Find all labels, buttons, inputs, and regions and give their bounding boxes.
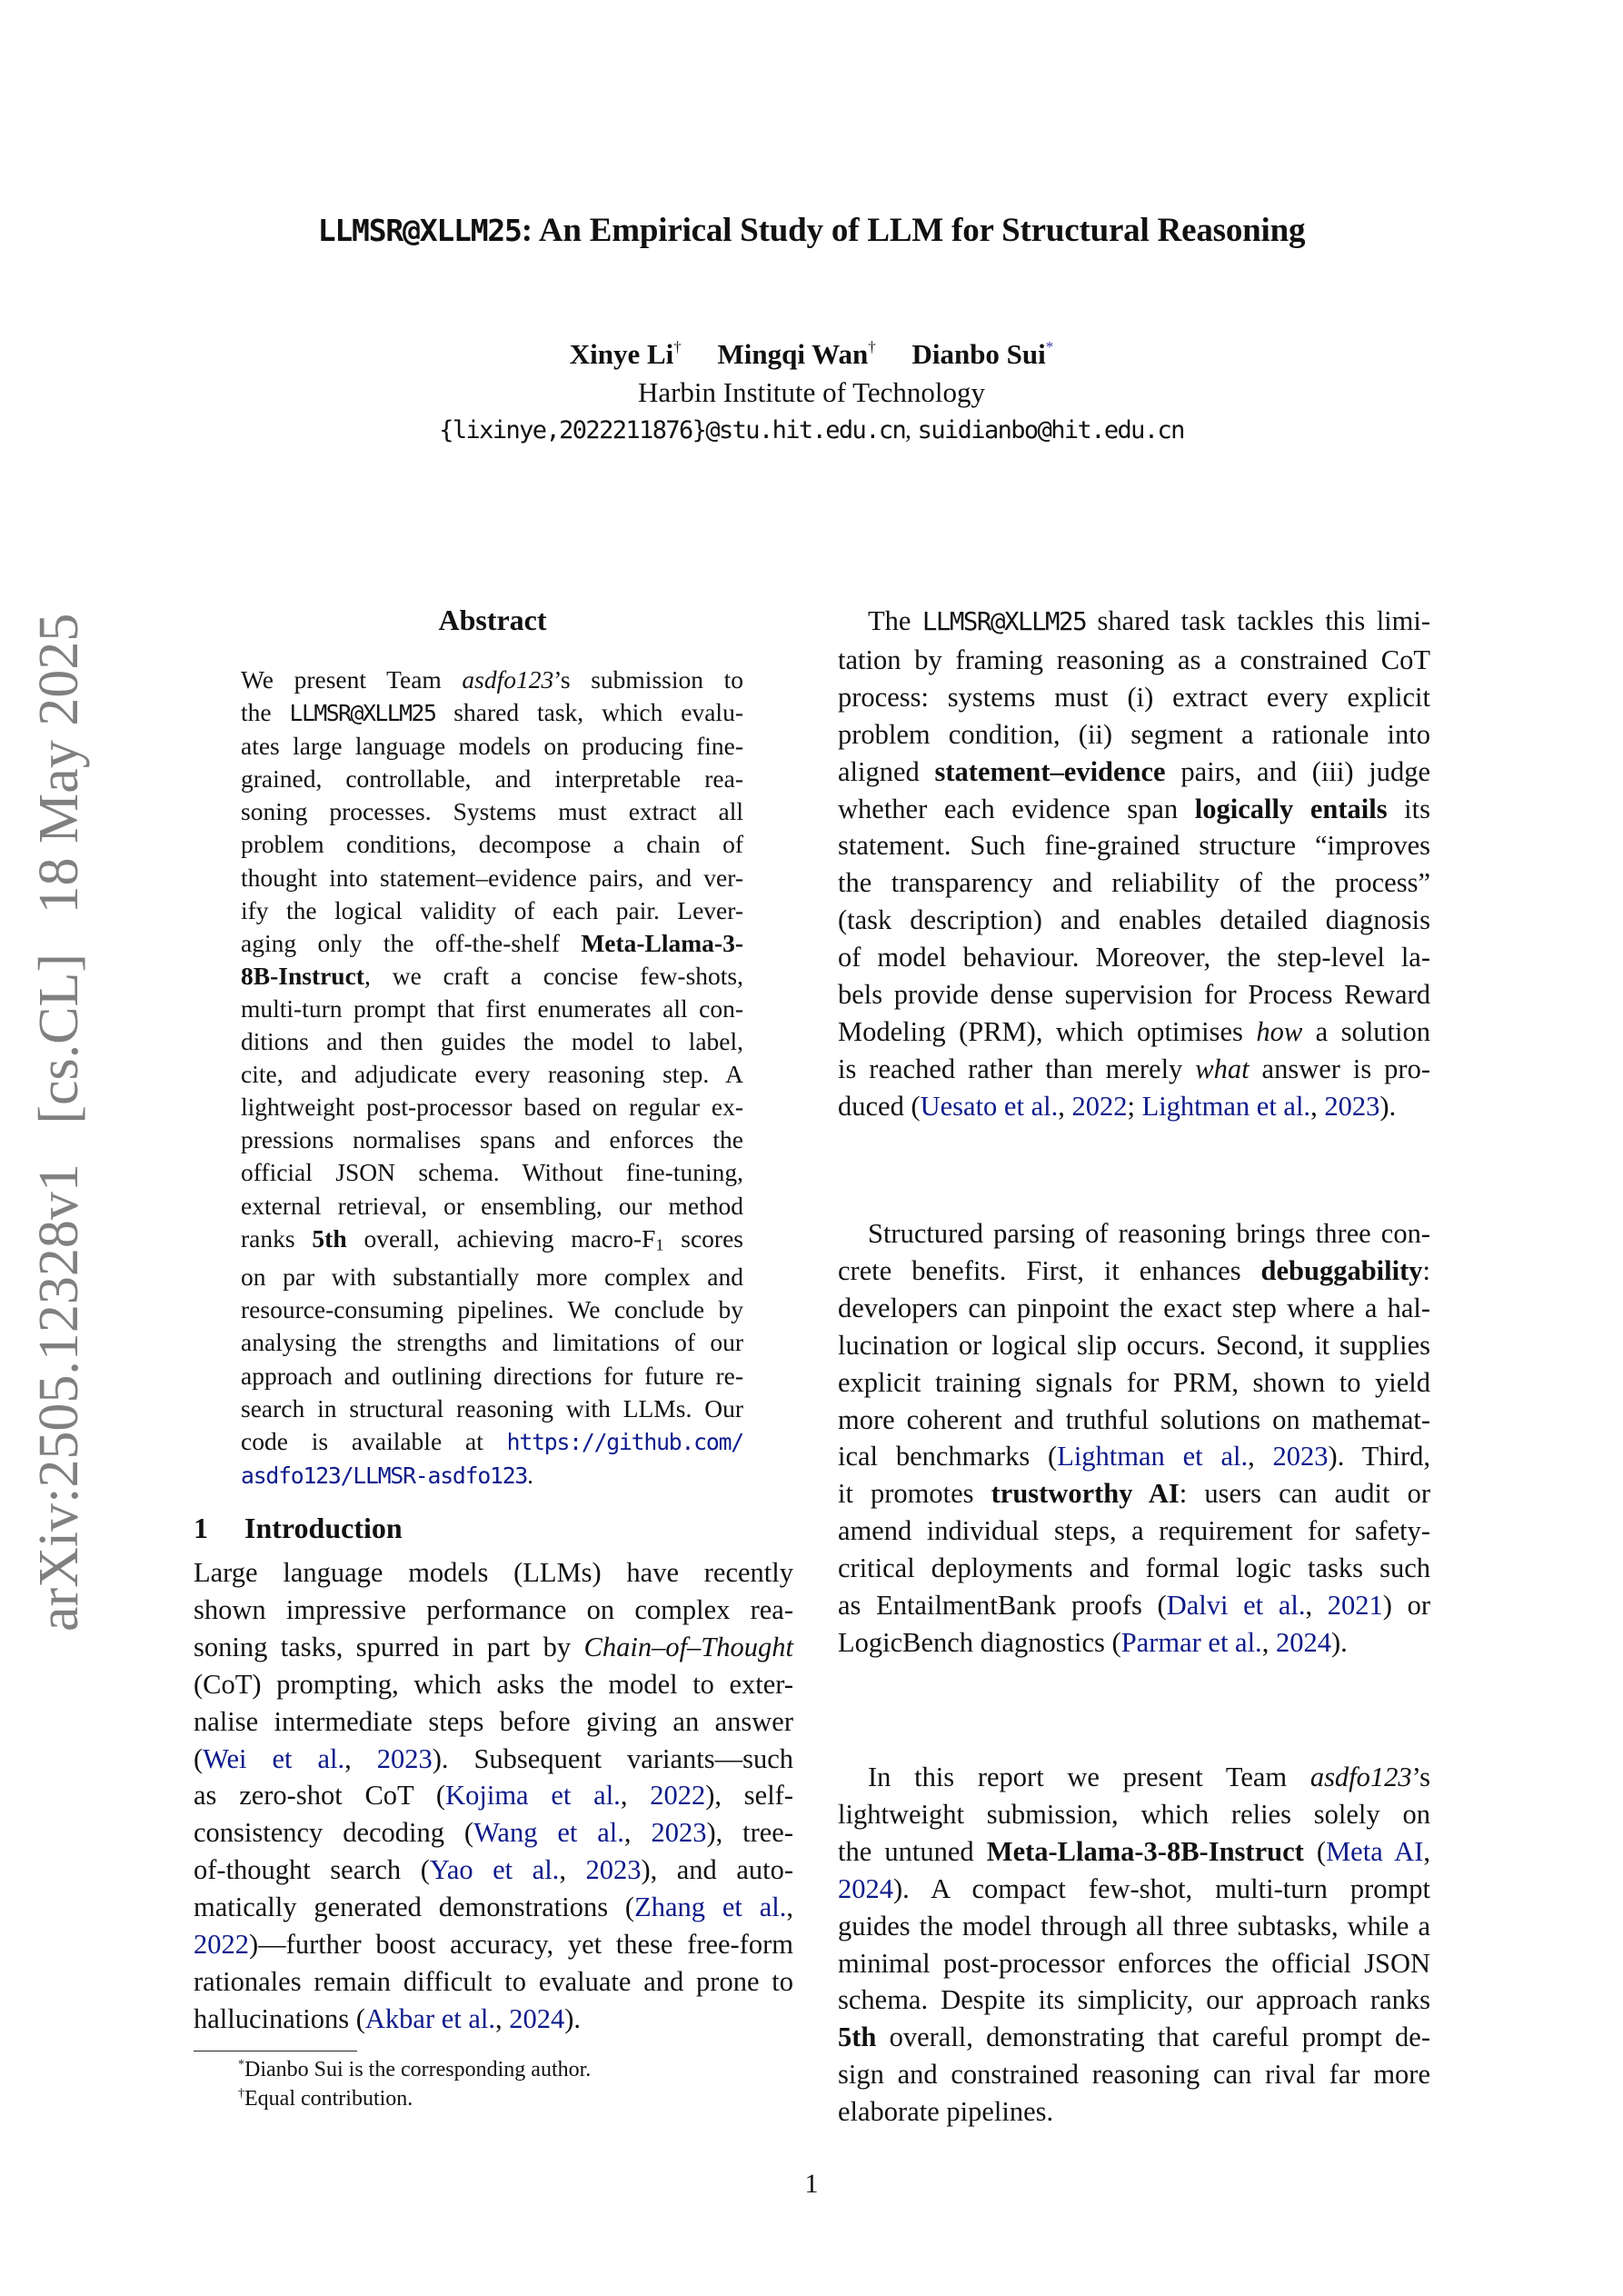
citation-link[interactable]: Uesato et al. bbox=[920, 1090, 1059, 1122]
text-line bbox=[838, 1512, 1430, 1550]
text-run: as EntailmentBank proofs ( bbox=[838, 1590, 1167, 1622]
text-line bbox=[838, 1327, 1430, 1364]
citation-link[interactable]: Lightman et al. bbox=[1057, 1441, 1249, 1472]
italic-text: what bbox=[1195, 1053, 1250, 1084]
text-run: ). bbox=[1379, 1090, 1397, 1122]
text-run: , bbox=[786, 1892, 793, 1923]
text-run: bels provide dense supervision for Process Reward bbox=[838, 979, 1430, 1011]
text-run: developers can pinpoint the exact step where a hal- bbox=[838, 1292, 1430, 1323]
code-url-link[interactable]: asdfo123/LLMSR-asdfo123 bbox=[241, 1462, 528, 1489]
text-run: . bbox=[527, 1460, 533, 1489]
citation-link[interactable]: Wei et al. bbox=[203, 1742, 345, 1774]
abstract-body bbox=[241, 664, 743, 1492]
text-line bbox=[838, 2019, 1430, 2056]
text-run: aging only the off-the-shelf bbox=[241, 928, 582, 957]
arxiv-category: [cs.CL] bbox=[28, 953, 90, 1124]
text-run: a solution bbox=[1302, 1015, 1430, 1047]
text-line bbox=[838, 603, 1430, 642]
section-title: Introduction bbox=[244, 1512, 403, 1544]
text-line bbox=[838, 642, 1430, 679]
text-run: consistency decoding ( bbox=[194, 1817, 474, 1849]
monospace-text: LLMSR@XLLM25 bbox=[289, 700, 436, 727]
email-group: {lixinye,2022211876}@stu.hit.edu.cn bbox=[439, 416, 906, 444]
text-run: , bbox=[1310, 1090, 1325, 1122]
text-run: ) or bbox=[1382, 1590, 1430, 1622]
text-run: is reached rather than merely bbox=[838, 1053, 1196, 1084]
text-run: crete benefits. First, it enhances bbox=[838, 1254, 1261, 1286]
citation-link[interactable]: Meta AI bbox=[1326, 1835, 1424, 1867]
text-run: ates large language models on producing fine- bbox=[241, 732, 743, 761]
text-line bbox=[241, 1223, 743, 1262]
italic-text: asdfo123 bbox=[1309, 1762, 1412, 1792]
text-run: cite, and adjudicate every reasoning step. A bbox=[241, 1060, 743, 1089]
text-line bbox=[838, 827, 1430, 864]
text-run: ). Subsequent variants—such bbox=[432, 1742, 793, 1774]
text-run: as zero-shot CoT ( bbox=[194, 1780, 446, 1812]
text-run: , bbox=[1058, 1090, 1072, 1122]
text-run: the transparency and reliability of the process” bbox=[838, 867, 1430, 899]
author bbox=[911, 338, 1053, 371]
text-line bbox=[194, 1852, 793, 1889]
text-line bbox=[241, 828, 743, 861]
text-run: external retrieval, or ensembling, our method bbox=[241, 1191, 743, 1220]
text-run: , we craft a concise few-shots, bbox=[363, 961, 743, 990]
text-run: (CoT) prompting, which asks the model to exter- bbox=[194, 1668, 793, 1700]
arxiv-date: 18 May 2025 bbox=[28, 613, 90, 914]
text-run: statement. Such fine-grained structure “improves bbox=[838, 830, 1430, 862]
bold-text: 5th bbox=[838, 2021, 877, 2053]
text-line bbox=[241, 1360, 743, 1393]
text-run: : bbox=[1422, 1254, 1430, 1286]
citation-link[interactable]: 2022 bbox=[1071, 1090, 1128, 1122]
text-run: thought into statement–evidence pairs, and ver- bbox=[241, 863, 743, 892]
text-line bbox=[194, 1889, 793, 1926]
text-run: : users can audit or bbox=[1179, 1478, 1430, 1510]
text-run: soning processes. Systems must extract all bbox=[241, 797, 743, 826]
citation-link[interactable]: Lightman et al. bbox=[1141, 1090, 1311, 1122]
text-line bbox=[241, 862, 743, 894]
footnote-text: Dianbo Sui is the corresponding author. bbox=[244, 2058, 592, 2081]
right-paragraph-benefits bbox=[838, 1215, 1430, 1662]
text-run: Large language models (LLMs) have recently bbox=[194, 1557, 793, 1588]
footnote-mark: † bbox=[238, 2087, 244, 2101]
bold-text: Meta-Llama-3- bbox=[581, 928, 743, 957]
text-run: , bbox=[495, 2002, 510, 2034]
text-run: its bbox=[1387, 793, 1430, 824]
text-run: sign and constrained reasoning can rival far more bbox=[838, 2059, 1430, 2091]
bold-text: statement–evidence bbox=[934, 755, 1166, 787]
italic-text: Chain–of–Thought bbox=[583, 1631, 793, 1662]
text-line bbox=[838, 1215, 1430, 1253]
text-run: , bbox=[1423, 1835, 1430, 1867]
text-line bbox=[241, 1025, 743, 1058]
text-run: Modeling (PRM), which optimises bbox=[838, 1015, 1257, 1047]
bold-text: Meta-Llama-3-8B-Instruct bbox=[986, 1835, 1304, 1867]
text-line bbox=[838, 1051, 1430, 1088]
citation-link[interactable]: 2022 bbox=[650, 1780, 706, 1812]
text-line bbox=[241, 993, 743, 1025]
text-run: )—further boost accuracy, yet these free-form bbox=[249, 1929, 793, 1961]
text-line bbox=[241, 894, 743, 927]
email-corresponding: suidianbo@hit.edu.cn bbox=[917, 416, 1184, 444]
author-name: Dianbo Sui bbox=[911, 338, 1046, 370]
text-run: whether each evidence span bbox=[838, 793, 1195, 824]
page-number: 1 bbox=[804, 2169, 819, 2199]
text-run: ’s submission to bbox=[553, 665, 743, 694]
text-line bbox=[838, 1290, 1430, 1327]
text-run: , bbox=[344, 1742, 377, 1774]
text-run: LogicBench diagnostics ( bbox=[838, 1626, 1121, 1658]
author-mark-link[interactable]: * bbox=[1045, 338, 1054, 355]
text-run: The bbox=[868, 605, 922, 636]
text-line bbox=[241, 1459, 743, 1492]
text-line bbox=[838, 716, 1430, 754]
text-run: ’s bbox=[1411, 1762, 1430, 1792]
text-line bbox=[838, 679, 1430, 716]
text-run: approach and outlining directions for future re- bbox=[241, 1361, 743, 1390]
text-line bbox=[838, 791, 1430, 828]
text-run: explicit training signals for PRM, shown to yield bbox=[838, 1366, 1430, 1398]
text-line bbox=[838, 2093, 1430, 2131]
author-emails bbox=[0, 416, 1623, 444]
title-task-name: LLMSR@XLLM25 bbox=[317, 213, 522, 248]
text-run: minimal post-processor enforces the official JSON bbox=[838, 1947, 1430, 1979]
citation-link[interactable]: Dalvi et al. bbox=[1166, 1590, 1306, 1622]
text-run: search in structural reasoning with LLMs. Our bbox=[241, 1393, 743, 1423]
text-run: code is available at bbox=[241, 1426, 507, 1455]
email-separator: , bbox=[905, 416, 918, 444]
paper-title bbox=[0, 211, 1623, 250]
bold-text: trustworthy AI bbox=[991, 1478, 1180, 1510]
text-line bbox=[838, 939, 1430, 976]
text-line bbox=[838, 1982, 1430, 2019]
citation-link[interactable]: 2024 bbox=[838, 1872, 893, 1904]
author bbox=[718, 338, 876, 371]
text-run: , bbox=[620, 1780, 651, 1812]
author-name: Xinye Li bbox=[569, 338, 674, 370]
author-mark: † bbox=[868, 338, 876, 355]
text-line bbox=[194, 1592, 793, 1629]
text-line bbox=[241, 1293, 743, 1326]
text-line bbox=[838, 864, 1430, 902]
text-line bbox=[241, 1058, 743, 1091]
abstract-heading: Abstract bbox=[438, 604, 547, 636]
text-run: pressions normalises spans and enforces the bbox=[241, 1125, 743, 1154]
text-line bbox=[838, 1088, 1430, 1125]
text-line bbox=[838, 1759, 1430, 1796]
text-run: multi-turn prompt that first enumerates all con- bbox=[241, 993, 743, 1023]
text-line bbox=[241, 795, 743, 828]
citation-link[interactable]: 2021 bbox=[1327, 1590, 1383, 1622]
citation-link[interactable]: 2023 bbox=[651, 1817, 707, 1849]
text-run: aligned bbox=[838, 755, 935, 787]
text-run: ical benchmarks ( bbox=[838, 1441, 1058, 1472]
text-line bbox=[838, 1438, 1430, 1475]
arxiv-stamp bbox=[27, 613, 92, 1632]
italic-text: how bbox=[1256, 1015, 1303, 1047]
text-run: resource-consuming pipelines. We conclude by bbox=[241, 1295, 743, 1324]
text-line bbox=[194, 1741, 793, 1778]
title-text: : An Empirical Study of LLM for Structural Reasoning bbox=[521, 212, 1306, 249]
text-run: tation by framing reasoning as a constrained CoT bbox=[838, 644, 1430, 675]
text-line bbox=[241, 1190, 743, 1223]
text-run: Structured parsing of reasoning brings three con- bbox=[868, 1218, 1430, 1249]
text-run: shared task, which evalu- bbox=[435, 698, 743, 727]
text-run: the bbox=[241, 698, 290, 727]
text-line bbox=[838, 1624, 1430, 1662]
citation-link[interactable]: Wang et al. bbox=[473, 1817, 624, 1849]
text-line bbox=[194, 1777, 793, 1814]
text-run: ). bbox=[564, 2002, 582, 2034]
text-run: ). A compact few-shot, multi-turn prompt bbox=[893, 1872, 1430, 1904]
text-run: ; bbox=[1127, 1090, 1142, 1122]
citation-link[interactable]: 2023 bbox=[1324, 1090, 1380, 1122]
bold-text: debuggability bbox=[1260, 1254, 1423, 1286]
text-run: shown impressive performance on complex rea- bbox=[194, 1593, 793, 1625]
text-run: schema. Despite its simplicity, our approach ranks bbox=[838, 1984, 1430, 2016]
text-run: matically generated demonstrations ( bbox=[194, 1892, 635, 1923]
text-run: ). bbox=[1330, 1626, 1348, 1658]
affiliation: Harbin Institute of Technology bbox=[637, 376, 986, 408]
text-line bbox=[838, 1253, 1430, 1290]
text-run: ( bbox=[194, 1742, 204, 1774]
text-run: overall, achieving macro-F bbox=[346, 1223, 656, 1253]
text-run: In this report we present Team bbox=[868, 1762, 1310, 1792]
citation-link[interactable]: 2024 bbox=[1275, 1626, 1331, 1658]
citation-link[interactable]: Zhang et al. bbox=[634, 1892, 787, 1923]
text-run: official JSON schema. Without fine-tuning, bbox=[241, 1158, 743, 1187]
text-run: elaborate pipelines. bbox=[838, 2096, 1054, 2128]
text-run: ranks bbox=[241, 1223, 313, 1253]
text-run: lucination or logical slip occurs. Second, it supplies bbox=[838, 1329, 1430, 1361]
text-run: hallucinations ( bbox=[194, 2002, 365, 2034]
right-paragraph-task bbox=[838, 603, 1430, 1125]
right-paragraph-report bbox=[838, 1759, 1430, 2131]
text-line bbox=[241, 960, 743, 993]
text-run: lightweight submission, which relies solely on bbox=[838, 1798, 1430, 1830]
text-run: analysing the strengths and limitations of our bbox=[241, 1328, 743, 1357]
text-line bbox=[838, 1945, 1430, 1982]
arxiv-id: arXiv:2505.12328v1 bbox=[28, 1163, 90, 1632]
text-line bbox=[241, 1156, 743, 1189]
text-run: ify the logical validity of each pair. Lever- bbox=[241, 895, 743, 924]
text-run: process: systems must (i) extract every explicit bbox=[838, 681, 1430, 713]
citation-link[interactable]: Yao et al. bbox=[429, 1854, 560, 1886]
text-run: lightweight post-processor based on regular ex- bbox=[241, 1093, 743, 1122]
text-line bbox=[838, 1475, 1430, 1512]
author-list bbox=[0, 338, 1623, 371]
text-run: the untuned bbox=[838, 1835, 987, 1867]
text-run: overall, demonstrating that careful prompt de- bbox=[876, 2021, 1430, 2053]
text-line bbox=[194, 2001, 793, 2038]
text-line bbox=[241, 763, 743, 795]
citation-link[interactable]: 2024 bbox=[509, 2002, 565, 2034]
citation-link[interactable]: 2023 bbox=[376, 1742, 433, 1774]
text-run: of model behaviour. Moreover, the step-level la- bbox=[838, 942, 1430, 973]
text-run: (task description) and enables detailed diagnosis bbox=[838, 904, 1430, 936]
footnote-text: Equal contribution. bbox=[244, 2087, 413, 2111]
text-line bbox=[241, 664, 743, 696]
text-line bbox=[838, 1833, 1430, 1871]
text-line bbox=[194, 1703, 793, 1741]
text-run: ). Third, bbox=[1328, 1441, 1430, 1472]
text-line bbox=[241, 927, 743, 960]
text-line bbox=[241, 1393, 743, 1425]
text-run: guides the model through all three subtasks, while a bbox=[838, 1910, 1430, 1942]
text-run: critical deployments and formal logic tasks such bbox=[838, 1552, 1430, 1584]
intro-paragraph bbox=[194, 1554, 793, 2038]
text-run: ), self- bbox=[705, 1780, 794, 1812]
text-line bbox=[241, 730, 743, 763]
text-run: , bbox=[623, 1817, 652, 1849]
text-run: pairs, and (iii) judge bbox=[1165, 755, 1430, 787]
subscript: 1 bbox=[655, 1235, 664, 1254]
text-line bbox=[838, 1402, 1430, 1439]
text-line bbox=[194, 1666, 793, 1703]
text-run: soning tasks, spurred in part by bbox=[194, 1631, 584, 1662]
text-line bbox=[838, 1013, 1430, 1051]
text-line bbox=[241, 1261, 743, 1293]
citation-link[interactable]: 2023 bbox=[1272, 1441, 1329, 1472]
text-run: ), and auto- bbox=[641, 1854, 793, 1886]
text-run: , bbox=[559, 1854, 586, 1886]
bold-text: 5th bbox=[312, 1223, 347, 1253]
text-run: nalise intermediate steps before giving an answer bbox=[194, 1705, 793, 1737]
text-line bbox=[241, 696, 743, 730]
text-run: amend individual steps, a requirement for safety- bbox=[838, 1515, 1430, 1547]
text-line bbox=[838, 976, 1430, 1013]
author bbox=[570, 338, 682, 371]
bold-text: 8B-Instruct bbox=[241, 961, 364, 990]
citation-link[interactable]: 2022 bbox=[194, 1929, 249, 1961]
text-line bbox=[241, 1091, 743, 1123]
bold-text: logically entails bbox=[1194, 793, 1388, 824]
text-line bbox=[241, 1123, 743, 1156]
text-line bbox=[838, 1908, 1430, 1945]
text-run: on par with substantially more complex and bbox=[241, 1263, 743, 1292]
text-line bbox=[194, 1963, 793, 2001]
footnote bbox=[238, 2058, 591, 2082]
citation-link[interactable]: Akbar et al. bbox=[364, 2002, 496, 2034]
author-name: Mingqi Wan bbox=[717, 338, 869, 370]
text-line bbox=[194, 1926, 793, 1963]
section-heading-introduction bbox=[194, 1512, 403, 1545]
text-run: , bbox=[1261, 1626, 1276, 1658]
monospace-text: LLMSR@XLLM25 bbox=[921, 608, 1087, 636]
section-number: 1 bbox=[194, 1512, 208, 1544]
citation-link[interactable]: 2023 bbox=[585, 1854, 642, 1886]
text-line bbox=[838, 902, 1430, 939]
footnote-mark: * bbox=[238, 2058, 244, 2071]
text-run: answer is pro- bbox=[1249, 1053, 1430, 1084]
text-line bbox=[194, 1814, 793, 1852]
text-run: of-thought search ( bbox=[194, 1854, 430, 1886]
text-run: shared task tackles this limi- bbox=[1086, 605, 1431, 636]
text-run: ), tree- bbox=[706, 1817, 793, 1849]
code-url-link[interactable]: https://github.com/ bbox=[506, 1428, 743, 1455]
text-run: scores bbox=[663, 1223, 743, 1253]
text-run: , bbox=[1248, 1441, 1273, 1472]
text-run: ( bbox=[1303, 1835, 1327, 1867]
italic-text: asdfo123 bbox=[462, 665, 554, 694]
text-run: more coherent and truthful solutions on mathemat- bbox=[838, 1403, 1430, 1435]
text-run: rationales remain difficult to evaluate and prone to bbox=[194, 1965, 793, 1997]
citation-link[interactable]: Kojima et al. bbox=[445, 1780, 621, 1812]
text-run: problem condition, (ii) segment a rationale into bbox=[838, 718, 1430, 750]
author-mark: † bbox=[673, 338, 682, 355]
text-line bbox=[838, 1587, 1430, 1624]
text-line bbox=[241, 1326, 743, 1359]
text-line bbox=[838, 754, 1430, 791]
text-run: duced ( bbox=[838, 1090, 921, 1122]
text-run: , bbox=[1305, 1590, 1328, 1622]
text-line bbox=[241, 1425, 743, 1459]
footnote bbox=[238, 2087, 413, 2111]
text-line bbox=[838, 1796, 1430, 1833]
text-line bbox=[838, 1871, 1430, 1908]
text-run: ditions and then guides the model to label, bbox=[241, 1027, 743, 1056]
text-run: grained, controllable, and interpretable rea- bbox=[241, 764, 743, 794]
text-run: problem conditions, decompose a chain of bbox=[241, 830, 743, 859]
text-line bbox=[194, 1554, 793, 1592]
citation-link[interactable]: Parmar et al. bbox=[1120, 1626, 1262, 1658]
text-line bbox=[838, 2056, 1430, 2093]
text-run: We present Team bbox=[241, 665, 463, 694]
text-line bbox=[194, 1629, 793, 1666]
text-line bbox=[838, 1364, 1430, 1402]
text-run: it promotes bbox=[838, 1478, 991, 1510]
text-line bbox=[838, 1550, 1430, 1587]
